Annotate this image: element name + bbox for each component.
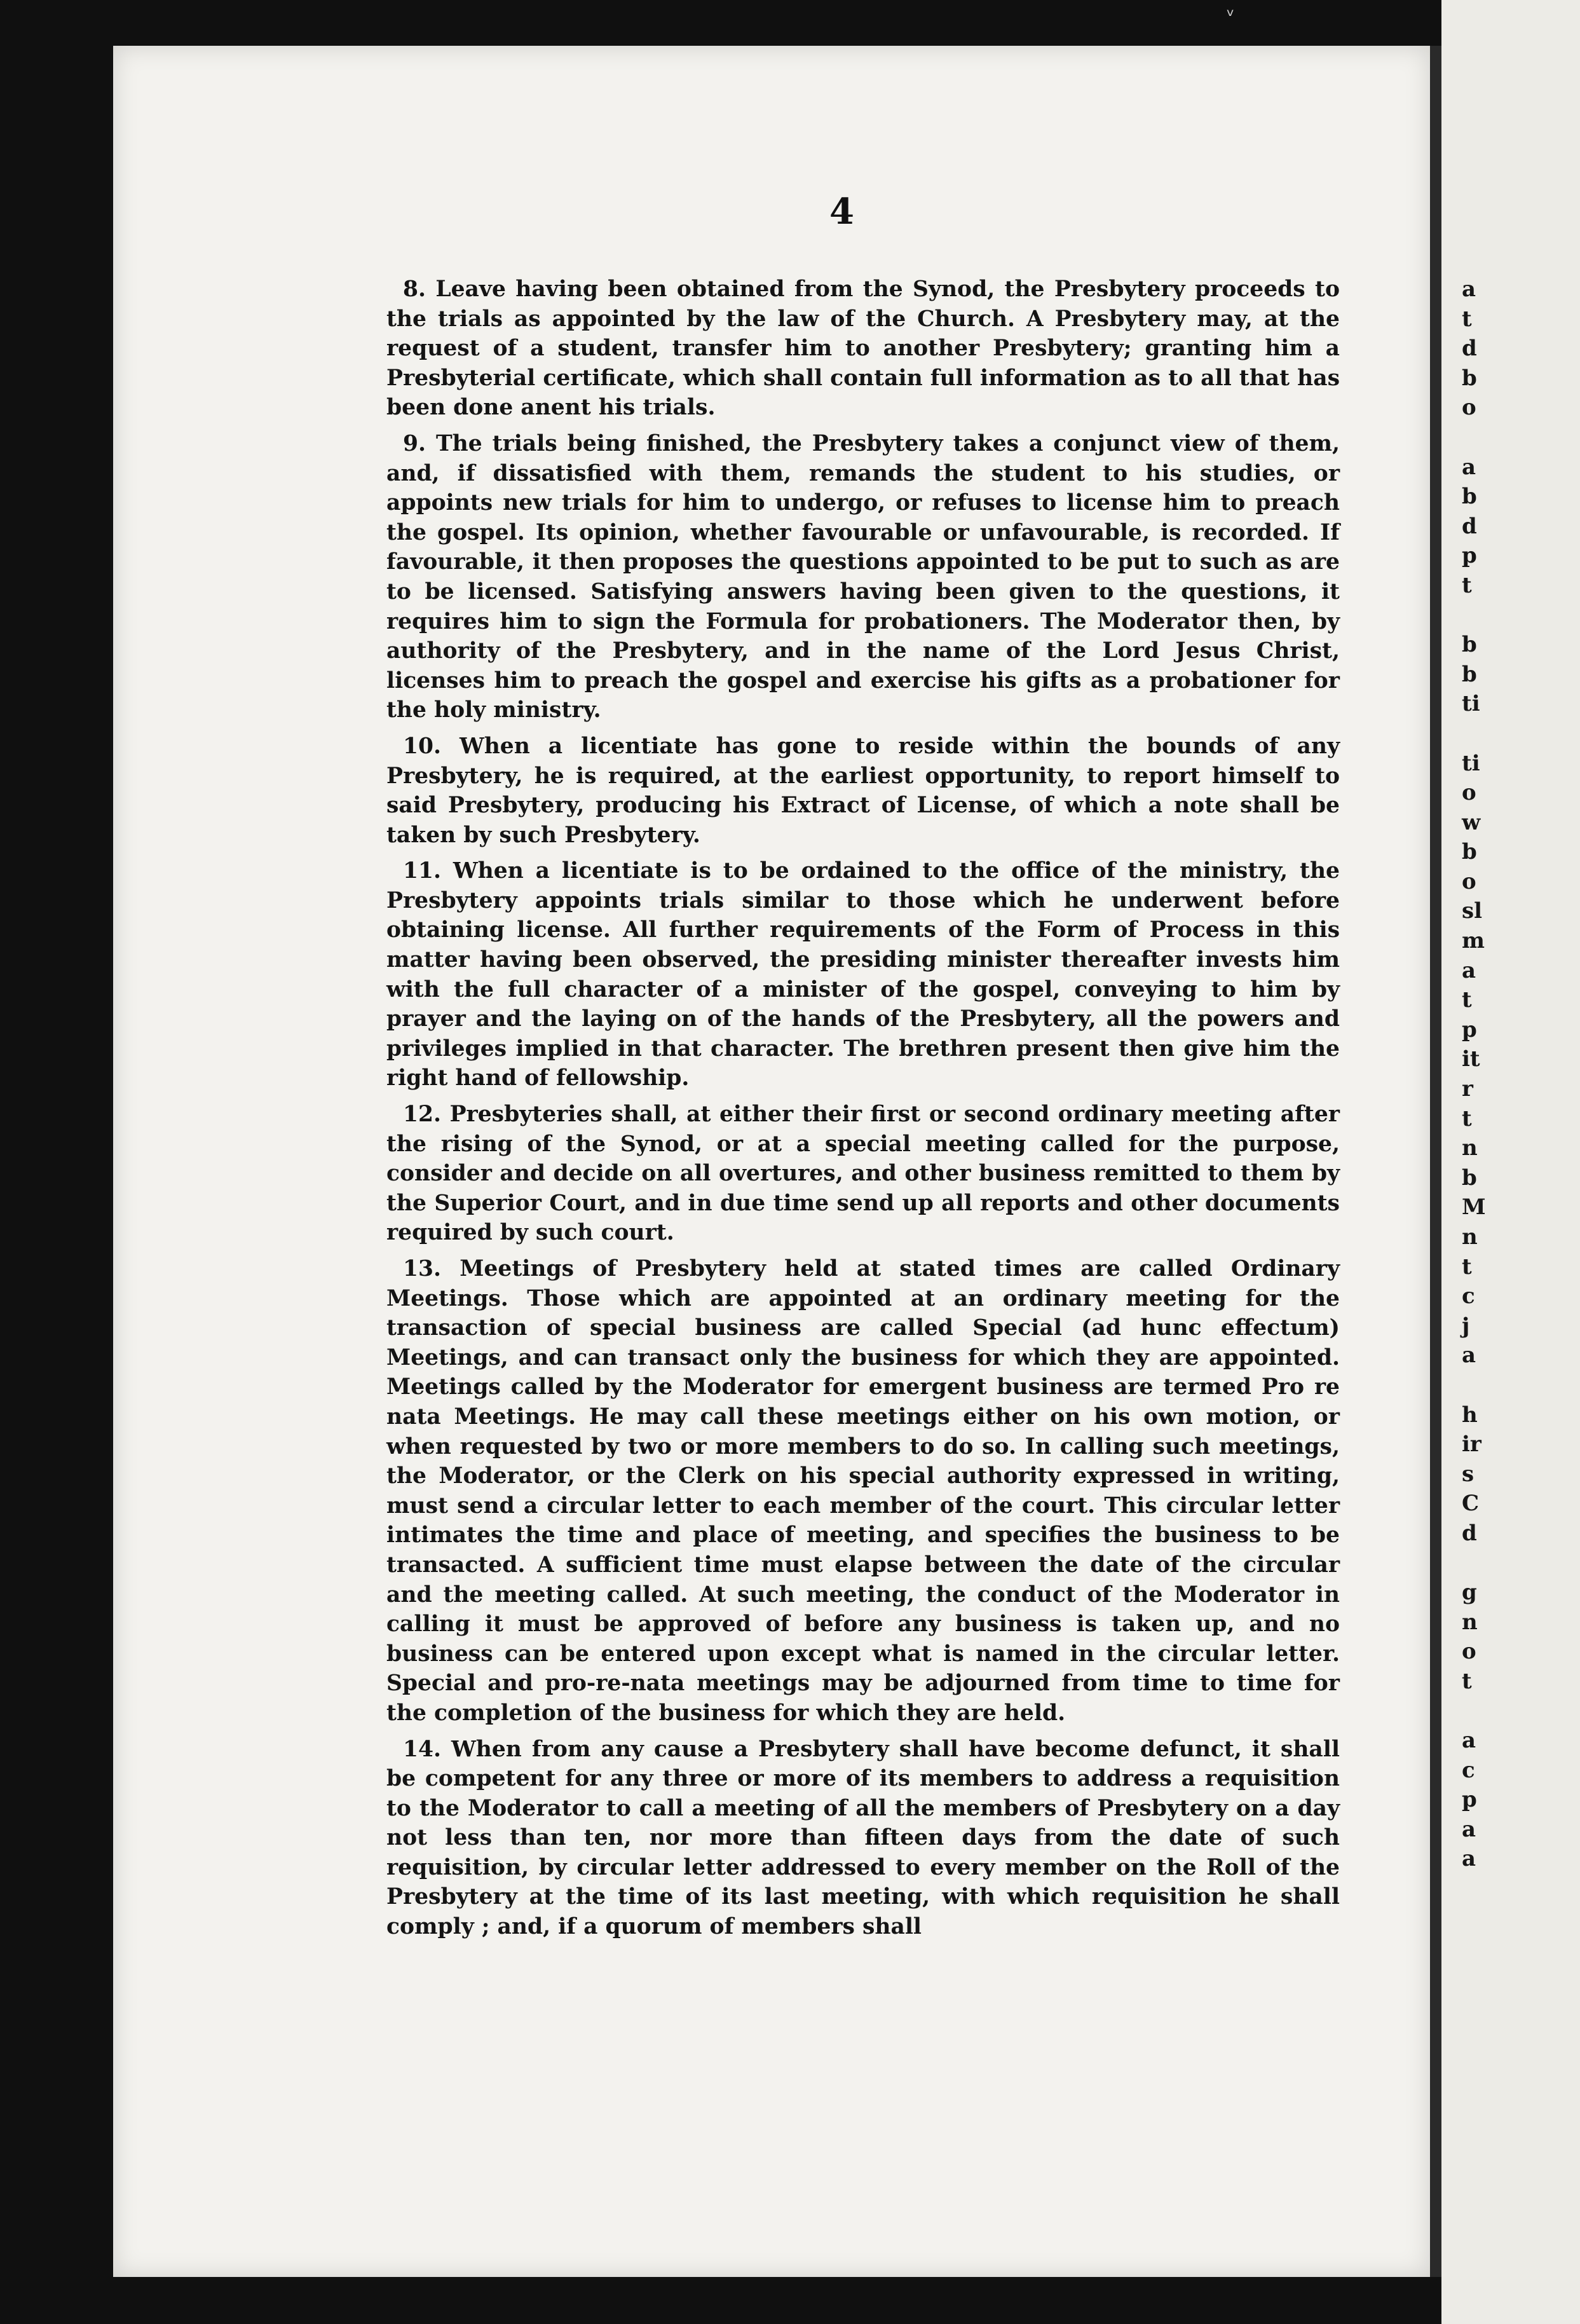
- facing-fragment: C: [1462, 1491, 1480, 1517]
- facing-fragment: t: [1462, 987, 1472, 1013]
- scan-artifact-mark: ᵛ: [1227, 5, 1235, 27]
- paragraph-14: 14. When from any cause a Presbytery shall have become defunct, it shall be competent for any three or more of its members to address a requisition to the Moderator to call a meeting of all the members of Presbytery on a day not less than ten, nor more than fifteen days from the date of such requisition, by circular letter addressed to every member on the Roll of the Presbytery at the time of its last meeting, with which requisition he shall comply ; and, if a quorum of members shall: [386, 1736, 1340, 1940]
- facing-fragment: b: [1462, 1165, 1477, 1191]
- facing-fragment: s: [1462, 1461, 1474, 1487]
- facing-fragment: n: [1462, 1135, 1478, 1161]
- facing-fragment: a: [1462, 277, 1476, 302]
- page-gutter: [1430, 46, 1441, 2277]
- page-number: 4: [829, 191, 854, 233]
- facing-fragment: b: [1462, 632, 1477, 658]
- facing-fragment: [1462, 423, 1486, 453]
- facing-fragment: [1462, 1370, 1486, 1400]
- facing-fragment: p: [1462, 1787, 1477, 1813]
- paragraph-8: 8. Leave having been obtained from the Synod, the Presbytery proceeds to the trials as appointed by the law of the Church. A Presbytery may, at the request of a student, transfer him to another Presbytery; granting him a Presbyterial certificate, which shall contain full information as to all that has been done anent his trials.: [386, 277, 1340, 421]
- facing-fragment: c: [1462, 1757, 1475, 1783]
- facing-fragment: sl: [1462, 898, 1483, 924]
- facing-page-text-fragments: [1462, 275, 1486, 1874]
- facing-fragment: M: [1462, 1194, 1486, 1220]
- facing-fragment: a: [1462, 1816, 1476, 1842]
- facing-fragment: t: [1462, 1668, 1472, 1694]
- facing-fragment: a: [1462, 1846, 1476, 1872]
- facing-fragment: h: [1462, 1402, 1478, 1428]
- facing-fragment: ti: [1462, 750, 1480, 776]
- facing-fragment: r: [1462, 1076, 1473, 1102]
- facing-fragment: p: [1462, 1016, 1477, 1042]
- facing-fragment: d: [1462, 336, 1477, 362]
- facing-fragment: ir: [1462, 1432, 1481, 1458]
- paragraph-12: 12. Presbyteries shall, at either their first or second ordinary meeting after the rising of the Synod, or at a special meeting called for the purpose, consider and decide on all overtures, and other business remitted to them by the Superior Court, and in due time send up all reports and other documents required by such court.: [386, 1102, 1340, 1246]
- facing-fragment: w: [1462, 809, 1481, 835]
- paragraph-10: 10. When a licentiate has gone to reside within the bounds of any Presbytery, he is required, at the earliest opportunity, to report himself to said Presbytery, producing his Extract of License, of which a note shall be taken by such Presbytery.: [386, 733, 1340, 848]
- facing-fragment: [1462, 1697, 1486, 1726]
- facing-fragment: a: [1462, 957, 1476, 983]
- facing-fragment: [1462, 601, 1486, 631]
- facing-fragment: b: [1462, 839, 1477, 865]
- facing-fragment: it: [1462, 1046, 1480, 1072]
- facing-fragment: o: [1462, 395, 1476, 421]
- facing-fragment: t: [1462, 1105, 1472, 1131]
- facing-fragment: m: [1462, 928, 1485, 954]
- facing-fragment: ti: [1462, 691, 1480, 717]
- facing-fragment: b: [1462, 661, 1477, 687]
- facing-fragment: o: [1462, 1639, 1476, 1665]
- facing-fragment: t: [1462, 306, 1472, 332]
- facing-fragment: [1462, 1548, 1486, 1578]
- facing-fragment: t: [1462, 572, 1472, 598]
- paragraph-9: 9. The trials being finished, the Presbytery takes a conjunct view of them, and, if dissatisfied with them, remands the student to his studies, or appoints new trials for him to undergo, or refuses to license him to preach the gospel. Its opinion, whether favourable or unfavourable, is recorded. If favourable, it then proposes the questions appointed to be put to such as are to be licensed. Satisfying answers having been given to the questions, it requires him to sign the Formula for probationers. The Moderator then, by authority of the Presbytery, and in the name of the Lord Jesus Christ, licenses him to preach the gospel and exercise his gifts as a probationer for the holy ministry.: [386, 430, 1340, 723]
- facing-fragment: g: [1462, 1580, 1477, 1606]
- facing-fragment: j: [1462, 1313, 1470, 1339]
- facing-fragment: a: [1462, 454, 1476, 480]
- facing-fragment: d: [1462, 1520, 1477, 1546]
- facing-fragment: o: [1462, 868, 1476, 894]
- body-text: [386, 275, 1340, 1948]
- paragraph-13: 13. Meetings of Presbytery held at stated times are called Ordinary Meetings. Those which are appointed at an ordinary meeting for the transaction of special business are called Special (ad hunc effectum) Meetings, and can transact only the business for which they are appointed. Meetings called by the Moderator for emergent business are termed Pro re nata Meetings. He may call these meetings either on his own motion, or when requested by two or more members to do so. In calling such meetings, the Moderator, or the Clerk on his special authority expressed in writing, must send a circular letter to each member of the court. This circular letter intimates the time and place of meeting, and specifies the business to be transacted. A sufficient time must elapse between the date of the circular and the meeting called. At such meeting, the conduct of the Moderator in calling it must be approved of before any business is taken up, and no business can be entered upon except what is named in the circular letter. Special and pro-re-nata meetings may be adjourned from time to time for the completion of the business for which they are held.: [386, 1256, 1340, 1726]
- facing-fragment: t: [1462, 1254, 1472, 1280]
- facing-fragment: a: [1462, 1343, 1476, 1369]
- paragraph-11: 11. When a licentiate is to be ordained to the office of the ministry, the Presbytery appoints trials similar to those which he underwent before obtaining license. All further requirements of the Form of Process in this matter having been observed, the presiding minister thereafter invests him with the full character of a minister of the gospel, conveying to him by prayer and the laying on of the hands of the Presbytery, all the powers and privileges implied in that character. The brethren present then give him the right hand of fellowship.: [386, 858, 1340, 1091]
- facing-fragment: c: [1462, 1283, 1475, 1309]
- facing-fragment: b: [1462, 484, 1477, 510]
- facing-fragment: p: [1462, 543, 1477, 569]
- facing-fragment: n: [1462, 1224, 1478, 1250]
- facing-fragment: a: [1462, 1728, 1476, 1754]
- facing-fragment: b: [1462, 365, 1477, 391]
- facing-fragment: o: [1462, 780, 1476, 806]
- facing-fragment: d: [1462, 513, 1477, 539]
- facing-fragment: n: [1462, 1609, 1478, 1635]
- facing-fragment: [1462, 719, 1486, 749]
